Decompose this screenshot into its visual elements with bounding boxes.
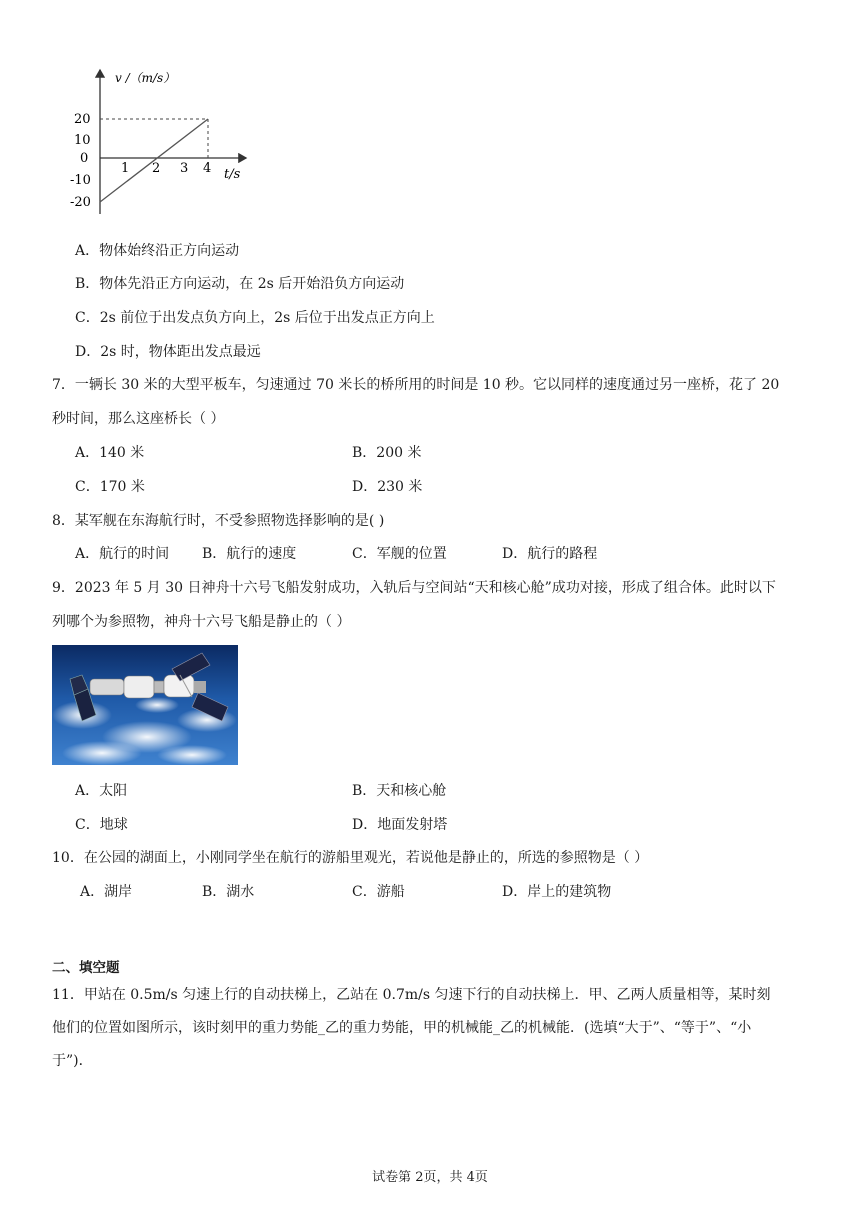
q8-option-b[interactable]: B．航行的速度 <box>202 546 297 562</box>
q9-option-a[interactable]: A．太阳 <box>75 783 128 799</box>
q8-option-d[interactable]: D．航行的路程 <box>502 546 598 562</box>
space-station-photo <box>52 645 238 765</box>
q6-option-c[interactable]: C．2s 前位于出发点负方向上，2s 后位于出发点正方向上 <box>75 310 435 326</box>
q11-stem-line2: 他们的位置如图所示，该时刻甲的重力势能_乙的重力势能，甲的机械能_乙的机械能．(选填“大于”、“等于”、“小 <box>52 1020 752 1036</box>
q7-stem-line1: 7．一辆长 30 米的大型平板车，匀速通过 70 米长的桥所用的时间是 10 秒。它以同样的速度通过另一座桥，花了 20 <box>52 377 780 393</box>
velocity-time-graph <box>60 62 260 222</box>
q6-option-b[interactable]: B．物体先沿正方向运动，在 2s 后开始沿负方向运动 <box>75 276 405 292</box>
q10-option-d[interactable]: D．岸上的建筑物 <box>502 884 612 900</box>
graph-x-tick-1: 1 <box>121 161 130 176</box>
q10-option-a[interactable]: A．湖岸 <box>80 884 133 900</box>
q6-option-d[interactable]: D．2s 时，物体距出发点最远 <box>75 344 261 360</box>
q8-stem: 8．某军舰在东海航行时，不受参照物选择影响的是( ) <box>52 513 385 529</box>
q8-option-a[interactable]: A．航行的时间 <box>75 546 170 562</box>
q8-option-c[interactable]: C．军舰的位置 <box>352 546 447 562</box>
graph-y-tick-0: 0 <box>80 151 89 166</box>
q9-option-d[interactable]: D．地面发射塔 <box>352 817 448 833</box>
graph-y-tick-20: 20 <box>74 112 91 127</box>
q7-option-a[interactable]: A．140 米 <box>75 445 145 461</box>
q11-stem-line1: 11．甲站在 0.5m/s 匀速上行的自动扶梯上，乙站在 0.7m/s 匀速下行的自动扶梯上．甲、乙两人质量相等，某时刻 <box>52 987 771 1003</box>
graph-y-tick-neg20: -20 <box>70 195 91 210</box>
q11-stem-line3: 于”)． <box>52 1053 93 1069</box>
graph-y-tick-10: 10 <box>74 133 91 148</box>
q7-option-c[interactable]: C．170 米 <box>75 479 145 495</box>
graph-y-tick-neg10: -10 <box>70 173 91 188</box>
section-title-fill-in: 二、填空题 <box>52 960 120 976</box>
q9-option-b[interactable]: B．天和核心舱 <box>352 783 447 799</box>
graph-y-axis-label: v /（m/s） <box>115 71 176 85</box>
q6-option-a[interactable]: A．物体始终沿正方向运动 <box>75 243 240 259</box>
q9-stem-line1: 9．2023 年 5 月 30 日神舟十六号飞船发射成功，入轨后与空间站“天和核心舱”成功对接，形成了组合体。此时以下 <box>52 580 776 596</box>
graph-x-axis-label: t/s <box>224 167 241 182</box>
q9-option-c[interactable]: C．地球 <box>75 817 128 833</box>
q7-stem-line2: 秒时间，那么这座桥长（ ） <box>52 411 225 427</box>
graph-x-tick-2: 2 <box>152 161 161 176</box>
q10-option-b[interactable]: B．湖水 <box>202 884 255 900</box>
page-footer: 试卷第 2页，共 4页 <box>372 1170 488 1185</box>
q7-option-d[interactable]: D．230 米 <box>352 479 423 495</box>
q7-option-b[interactable]: B．200 米 <box>352 445 422 461</box>
graph-x-tick-4: 4 <box>203 161 212 176</box>
q10-option-c[interactable]: C．游船 <box>352 884 405 900</box>
q9-stem-line2: 列哪个为参照物，神舟十六号飞船是静止的（ ） <box>52 614 351 630</box>
graph-x-tick-3: 3 <box>180 161 189 176</box>
q10-stem: 10．在公园的湖面上，小刚同学坐在航行的游船里观光，若说他是静止的，所选的参照物是（ ） <box>52 850 649 866</box>
